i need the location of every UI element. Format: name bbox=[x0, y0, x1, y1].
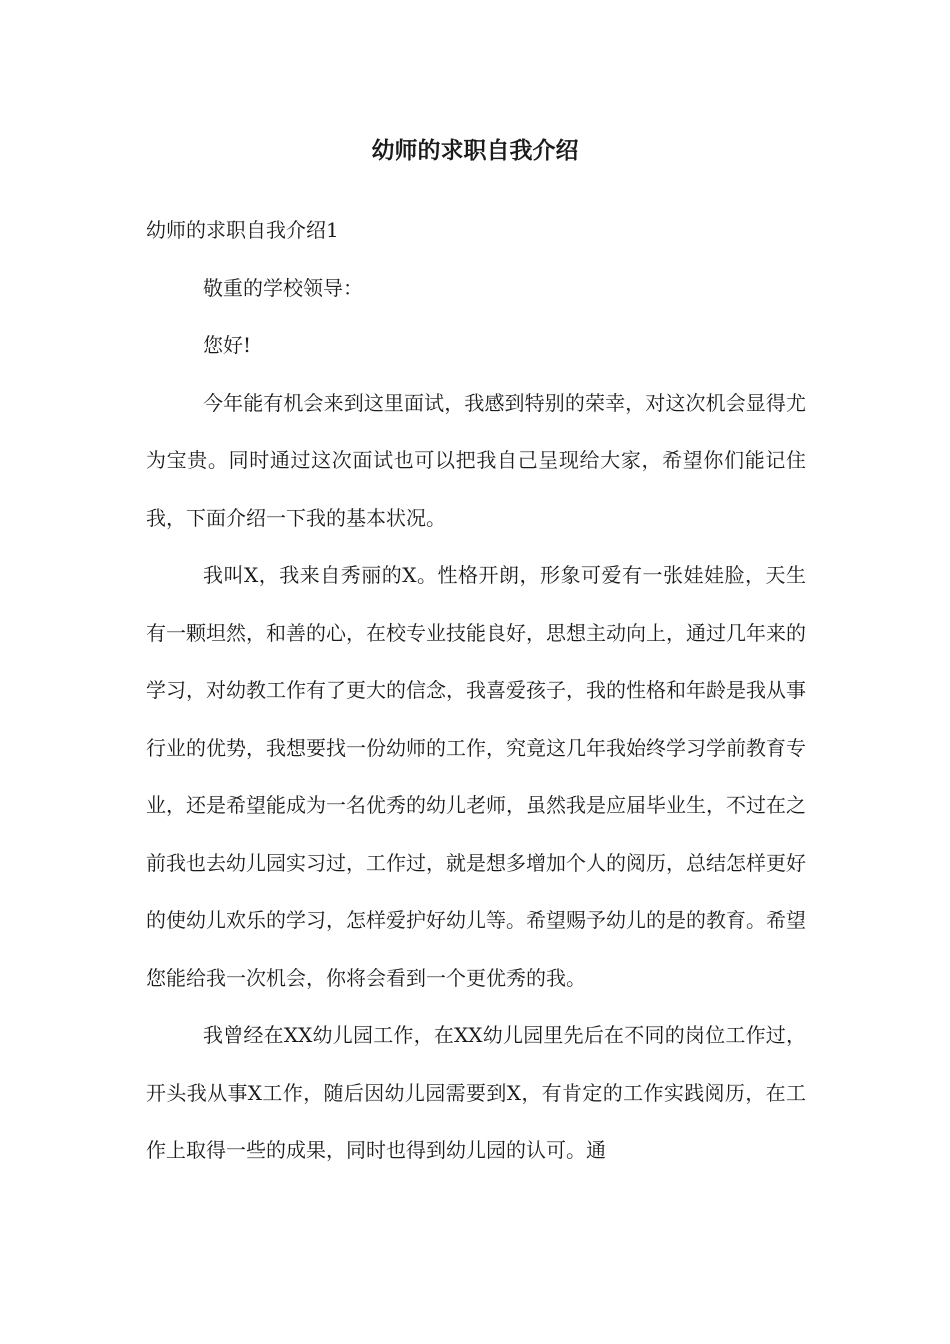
paragraph-self-description: 我叫X，我来自秀丽的X。性格开朗，形象可爱有一张娃娃脸，天生有一颗坦然，和善的心，在校专业技能良好，思想主动向上，通过几年来的学习，对幼教工作有了更大的信念，我喜爱孩子，我的性格和年龄是我从事行业的优势，我想要找一份幼师的工作，究竟这几年我始终学习学前教育专业，还是希望能成为一名优秀的幼儿老师，虽然我是应届毕业生，不过在之前我也去幼儿园实习过，工作过，就是想多增加个人的阅历，总结怎样更好的使幼儿欢乐的学习，怎样爱护好幼儿等。希望赐予幼儿的是的教育。希望您能给我一次机会，你将会看到一个更优秀的我。 bbox=[146, 563, 806, 990]
salutation-line: 您好! bbox=[203, 333, 252, 357]
paragraph-work-experience: 我曾经在XX幼儿园工作，在XX幼儿园里先后在不同的岗位工作过，开头我从事X工作，随后因幼儿园需要到X，有肯定的工作实践阅历，在工作上取得一些的成果，同时也得到幼儿园的认可。通 bbox=[146, 1023, 806, 1162]
section-heading: 幼师的求职自我介绍1 bbox=[146, 218, 339, 242]
greeting-line: 敬重的学校领导： bbox=[203, 275, 363, 300]
document-body bbox=[146, 202, 806, 1180]
document-title: 幼师的求职自我介绍 bbox=[371, 138, 579, 164]
paragraph-intro: 今年能有机会来到这里面试，我感到特别的荣幸，对这次机会显得尤为宝贵。同时通过这次面试也可以把我自己呈现给大家，希望你们能记住我，下面介绍一下我的基本状况。 bbox=[146, 390, 806, 530]
